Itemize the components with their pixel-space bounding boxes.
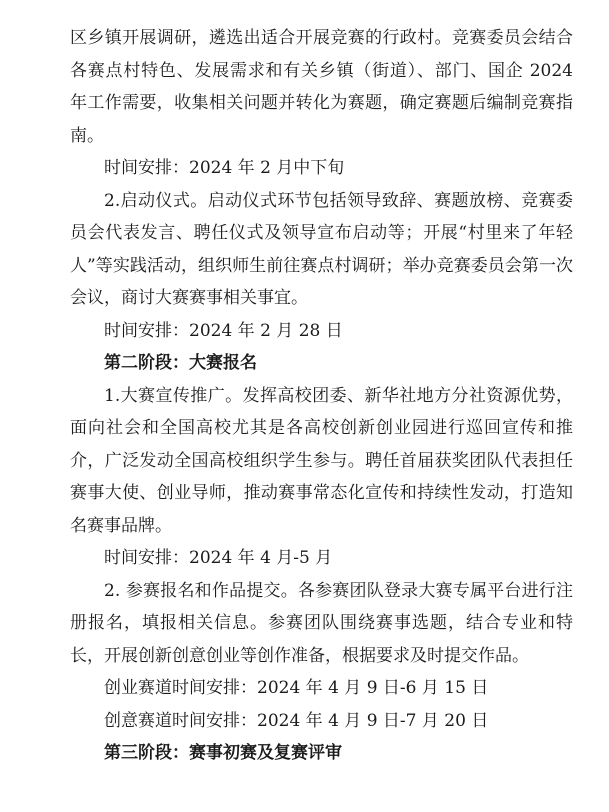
schedule-line-launch: 时间安排：2024 年 2 月 28 日 bbox=[104, 320, 343, 341]
section-heading-stage-three: 第三阶段：赛事初赛及复赛评审 bbox=[104, 743, 342, 763]
paragraph-registration: 2. 参赛报名和作品提交。各参赛团队登录大赛专属平台进行注册报名，填报相关信息。参赛团队围绕赛事选题，结合专业和特长，开展创新创意创业等创作准备，根据要求及时提交作品。 bbox=[70, 580, 573, 666]
paragraph-village-selection: 区乡镇开展调研，遴选出适合开展竞赛的行政村。竞赛委员会结合各赛点村特色、发展需求和有关乡镇（街道）、部门、国企 2024 年工作需要，收集相关问题并转化为赛题，确定赛题后编制竞赛指南。 bbox=[70, 28, 573, 146]
section-heading-stage-two: 第二阶段：大赛报名 bbox=[104, 353, 257, 373]
schedule-line-startup-track: 创业赛道时间安排：2024 年 4 月 9 日-6 月 15 日 bbox=[104, 678, 489, 698]
paragraph-launch-ceremony: 2.启动仪式。启动仪式环节包括领导致辞、赛题放榜、竞赛委员会代表发言、聘任仪式及领导宣布启动等；开展“村里来了年轻人”等实践活动，组织师生前往赛点村调研；举办竞赛委员会第一次会议，商讨大赛赛事相关事宜。 bbox=[70, 190, 573, 308]
schedule-line-guide: 时间安排：2024 年 2 月中下旬 bbox=[104, 158, 345, 178]
schedule-line-creative-track: 创意赛道时间安排：2024 年 4 月 9 日-7 月 20 日 bbox=[104, 710, 489, 731]
paragraph-promotion: 1.大赛宣传推广。发挥高校团委、新华社地方分社资源优势，面向社会和全国高校尤其是各高校创新创业园进行巡回宣传和推介，广泛发动全国高校组织学生参与。聘任首届获奖团队代表担任赛事大使、创业导师，推动赛事常态化宣传和持续性发动，打造知名赛事品牌。 bbox=[70, 385, 573, 536]
schedule-line-promotion: 时间安排：2024 年 4 月-5 月 bbox=[104, 548, 333, 568]
